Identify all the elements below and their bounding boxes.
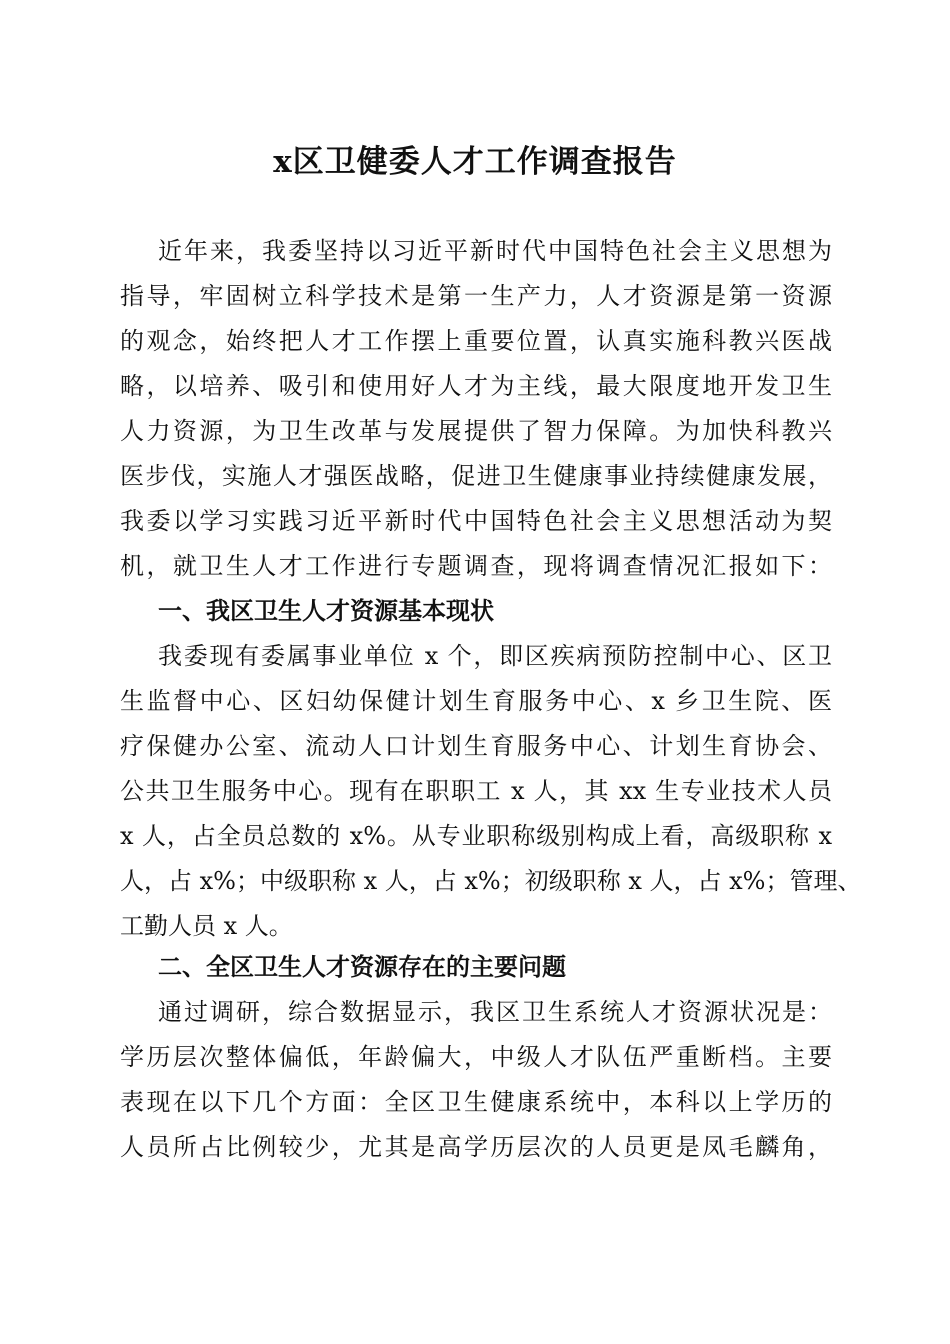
intro-line: 近年来，我委坚持以习近平新时代中国特色社会主义思想为 (158, 237, 832, 265)
intro-line: 指导，牢固树立科学技术是第一生产力，人才资源是第一资源 (120, 282, 832, 310)
section1-line: 人，占 x%；中级职称 x 人，占 x%；初级职称 x 人，占 x%；管理、 (120, 867, 862, 895)
section1-line: 疗保健办公室、流动人口计划生育服务中心、计划生育协会、 (120, 732, 832, 760)
section1-line: 生监督中心、区妇幼保健计划生育服务中心、x 乡卫生院、医 (120, 687, 832, 715)
intro-line: 医步伐，实施人才强医战略，促进卫生健康事业持续健康发展， (120, 462, 832, 490)
section1-line: 我委现有委属事业单位 x 个，即区疾病预防控制中心、区卫 (158, 642, 832, 670)
section2-line: 通过调研，综合数据显示，我区卫生系统人才资源状况是： (158, 998, 832, 1026)
intro-line: 的观念，始终把人才工作摆上重要位置，认真实施科教兴医战 (120, 327, 832, 355)
section1-line: 工勤人员 x 人。 (120, 912, 293, 940)
intro-line: 我委以学习实践习近平新时代中国特色社会主义思想活动为契 (120, 507, 832, 535)
intro-line: 人力资源，为卫生改革与发展提供了智力保障。为加快科教兴 (120, 417, 832, 445)
intro-line: 略，以培养、吸引和使用好人才为主线，最大限度地开发卫生 (120, 372, 832, 400)
document-title: x区卫健委人才工作调查报告 (273, 144, 677, 180)
section2-line: 表现在以下几个方面：全区卫生健康系统中，本科以上学历的 (120, 1088, 832, 1116)
section1-line: 公共卫生服务中心。现有在职职工 x 人，其 xx 生专业技术人员 (120, 777, 832, 805)
intro-line: 机，就卫生人才工作进行专题调查，现将调查情况汇报如下： (120, 552, 832, 580)
section1-line: x 人，占全员总数的 x%。从专业职称级别构成上看，高级职称 x (120, 822, 832, 850)
section2-line: 学历层次整体偏低，年龄偏大，中级人才队伍严重断档。主要 (120, 1043, 832, 1071)
section1-heading: 一、我区卫生人才资源基本现状 (158, 597, 494, 625)
section2-line: 人员所占比例较少，尤其是高学历层次的人员更是凤毛麟角， (120, 1133, 832, 1161)
section2-heading: 二、全区卫生人才资源存在的主要问题 (158, 953, 566, 981)
